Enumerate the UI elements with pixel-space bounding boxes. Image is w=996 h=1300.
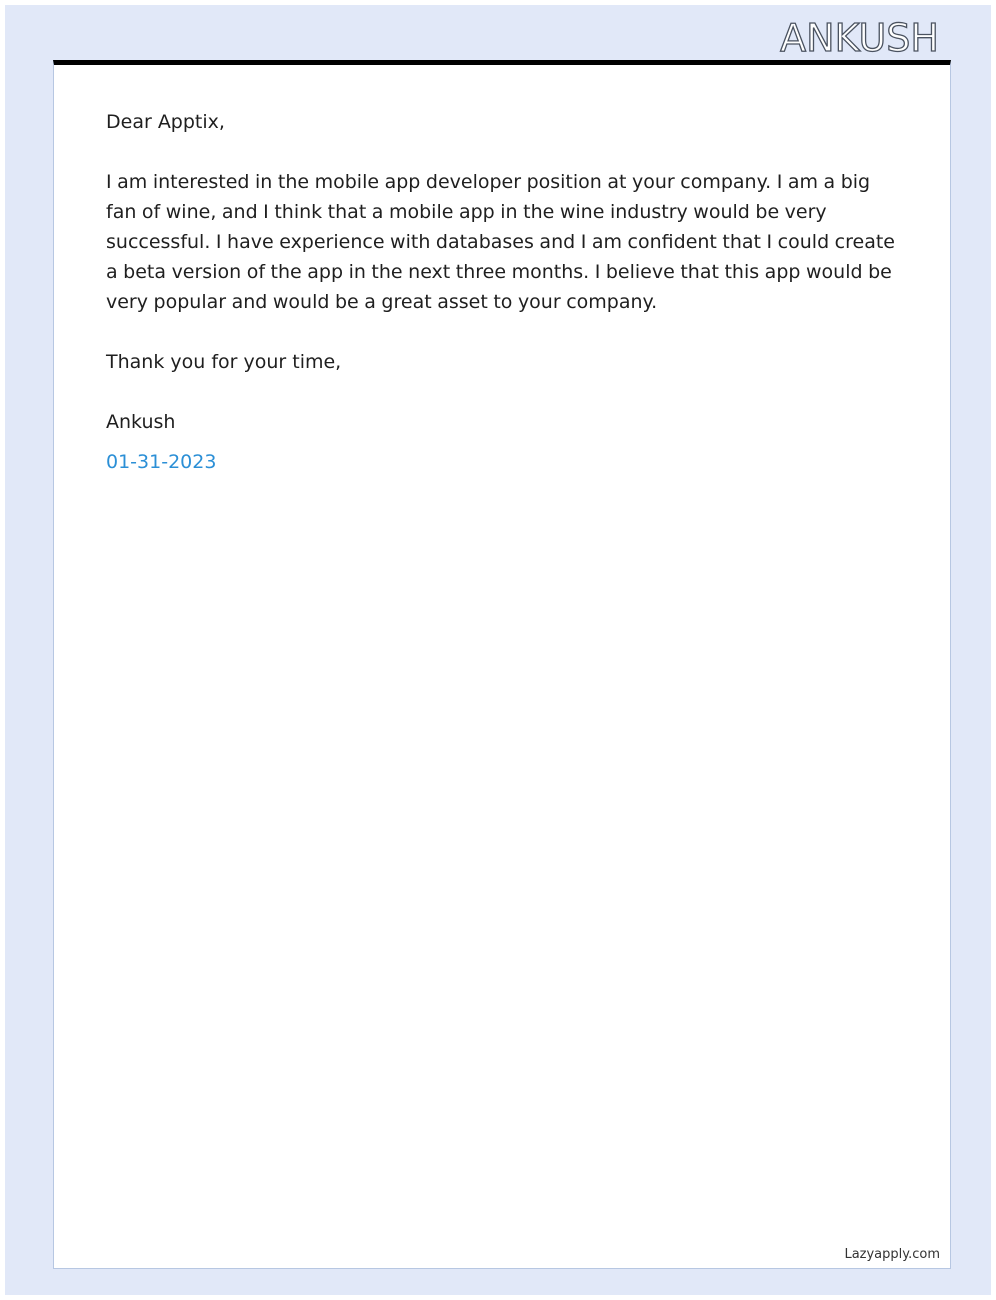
letter-body: I am interested in the mobile app developer position at your company. I am a big fan of wine, and I think that a mobile app in the wine industry would be very successful. I have experience with databases and I am confident that I could create a beta version of the app in the next three months. I believe that this app would be very popular and would be a great asset to your company. [106,171,895,313]
letter-page [53,60,951,1269]
salutation: Dear Apptix, [106,111,225,133]
letter-content [106,107,896,477]
page-background [5,5,991,1295]
letter-date: 01-31-2023 [106,451,217,473]
closing: Thank you for your time, [106,351,342,373]
signature: Ankush [106,411,176,433]
header-name: ANKUSH [780,16,939,60]
footer-brand: Lazyapply.com [844,1247,940,1262]
